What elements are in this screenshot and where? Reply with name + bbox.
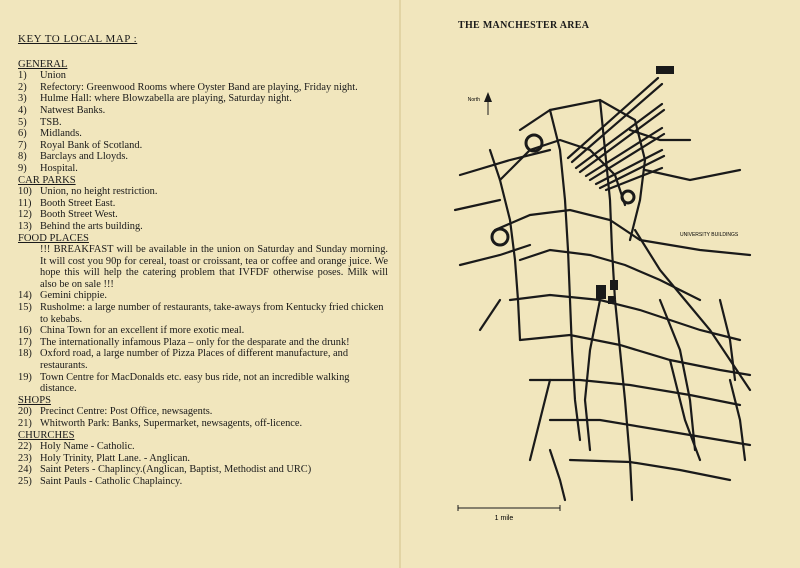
map-title: THE MANCHESTER AREA (458, 20, 590, 31)
item-number: 23) (18, 452, 32, 464)
scale-bar (458, 505, 560, 511)
item-number: 16) (18, 325, 32, 337)
item-text: The internationally infamous Plaza – only for the desparate and the drunk! (40, 336, 350, 348)
item-text: TSB. (40, 116, 62, 128)
item-text: Whitworth Park: Banks, Supermarket, newsagents, off-licence. (40, 418, 303, 429)
item-number: 2) (18, 81, 27, 93)
key-title: KEY TO LOCAL MAP : (18, 33, 138, 45)
food-place-item (18, 290, 388, 302)
item-number: 8) (18, 151, 27, 163)
food-place-item (18, 372, 388, 395)
general-item (18, 105, 388, 117)
general-item (18, 163, 388, 175)
item-number: 18) (18, 348, 32, 360)
item-number: 4) (18, 104, 27, 116)
general-item (18, 93, 388, 105)
item-number: 15) (18, 302, 32, 314)
general-item (18, 82, 388, 94)
scale-label: 1 mile (494, 515, 514, 522)
car-park-item (18, 186, 388, 198)
university-label: UNIVERSITY BUILDINGS (680, 232, 739, 238)
general-item (18, 151, 388, 163)
general-list (18, 70, 388, 174)
item-number: 6) (18, 128, 27, 140)
item-number: 22) (18, 441, 32, 453)
item-number: 17) (18, 336, 32, 348)
item-text: Precinct Centre: Post Office, newsagents. (40, 406, 213, 418)
shop-item (18, 406, 388, 418)
item-number: 21) (18, 418, 32, 429)
food-heading: FOOD PLACES (18, 232, 89, 244)
church-item (18, 453, 388, 465)
item-text: Union, no height restriction. (40, 186, 158, 198)
church-item (18, 476, 388, 488)
item-number: 11) (18, 197, 32, 209)
food-place-item (18, 337, 388, 349)
item-text: Town Centre for MacDonalds etc. easy bus ride, not an incredible walking distance. (40, 371, 350, 395)
general-heading: GENERAL (18, 58, 68, 70)
car-parks-list (18, 186, 388, 232)
item-number: 7) (18, 139, 27, 151)
item-text: Refectory: Greenwood Rooms where Oyster Band are playing, Friday night. (40, 81, 358, 93)
general-item (18, 140, 388, 152)
item-text: Saint Peters - Chaplincy.(Anglican, Baptist, Methodist and URC) (40, 464, 312, 476)
car-parks-heading: CAR PARKS (18, 174, 76, 186)
item-text: Midlands. (40, 128, 82, 140)
item-number: 24) (18, 464, 32, 476)
item-number: 9) (18, 162, 27, 174)
item-number: 12) (18, 209, 32, 221)
shops-list (18, 406, 388, 429)
general-item (18, 70, 388, 82)
item-text: Hulme Hall: where Blowzabella are playing, Saturday night. (40, 93, 292, 105)
item-text: Booth Street East. (40, 197, 116, 209)
churches-heading: CHURCHES (18, 429, 75, 441)
key-panel (18, 34, 388, 488)
item-text: Royal Bank of Scotland. (40, 139, 143, 151)
car-park-item (18, 221, 388, 233)
bus-key-box (656, 66, 674, 74)
item-text: Holy Name - Catholic. (40, 441, 135, 453)
item-text: Hospital. (40, 162, 78, 174)
item-number: 19) (18, 371, 32, 383)
item-text: Holy Trinity, Platt Lane. - Anglican. (40, 452, 190, 464)
general-item (18, 117, 388, 129)
item-number: 1) (18, 70, 27, 82)
item-text: Gemini chippie. (40, 290, 107, 302)
map-panel (400, 0, 800, 568)
shops-heading: SHOPS (18, 394, 51, 406)
shop-item (18, 418, 388, 430)
north-label: North (467, 97, 480, 103)
breakfast-notice: !!! BREAKFAST will be available in the union on Saturday and Sunday morning. It will cost you 90p for cereal, toast or croissant, tea or coffee and orange juice. We hope this will help the catering problem that IVFDF otherwise poses. Milk will also be on sale !!! (40, 244, 388, 290)
north-arrow-icon (484, 92, 492, 115)
item-text: Natwest Banks. (40, 104, 106, 116)
item-text: Rusholme: a large number of restaurants, take-aways from Kentucky fried chicken to kebabs. (40, 302, 384, 325)
item-number: 3) (18, 93, 27, 105)
item-number: 10) (18, 186, 32, 198)
churches-list (18, 441, 388, 487)
item-text: Behind the arts building. (40, 220, 143, 232)
food-place-item (18, 302, 388, 325)
item-number: 20) (18, 406, 32, 418)
item-text: Booth Street West. (40, 209, 118, 221)
food-place-item (18, 348, 388, 371)
car-park-item (18, 198, 388, 210)
food-list (18, 290, 388, 394)
item-number: 14) (18, 290, 32, 302)
item-text: Barclays and Lloyds. (40, 151, 129, 163)
manchester-map (400, 0, 800, 568)
church-item (18, 441, 388, 453)
item-number: 13) (18, 220, 32, 232)
general-item (18, 128, 388, 140)
food-place-item (18, 325, 388, 337)
item-text: Saint Pauls - Catholic Chaplaincy. (40, 475, 183, 487)
item-text: Oxford road, a large number of Pizza Places of different manufacture, and restaurants. (40, 348, 349, 372)
item-text: China Town for an excellent if more exotic meal. (40, 325, 245, 337)
item-text: Union (40, 70, 66, 82)
item-number: 25) (18, 475, 32, 487)
item-number: 5) (18, 116, 27, 128)
church-item (18, 464, 388, 476)
car-park-item (18, 209, 388, 221)
